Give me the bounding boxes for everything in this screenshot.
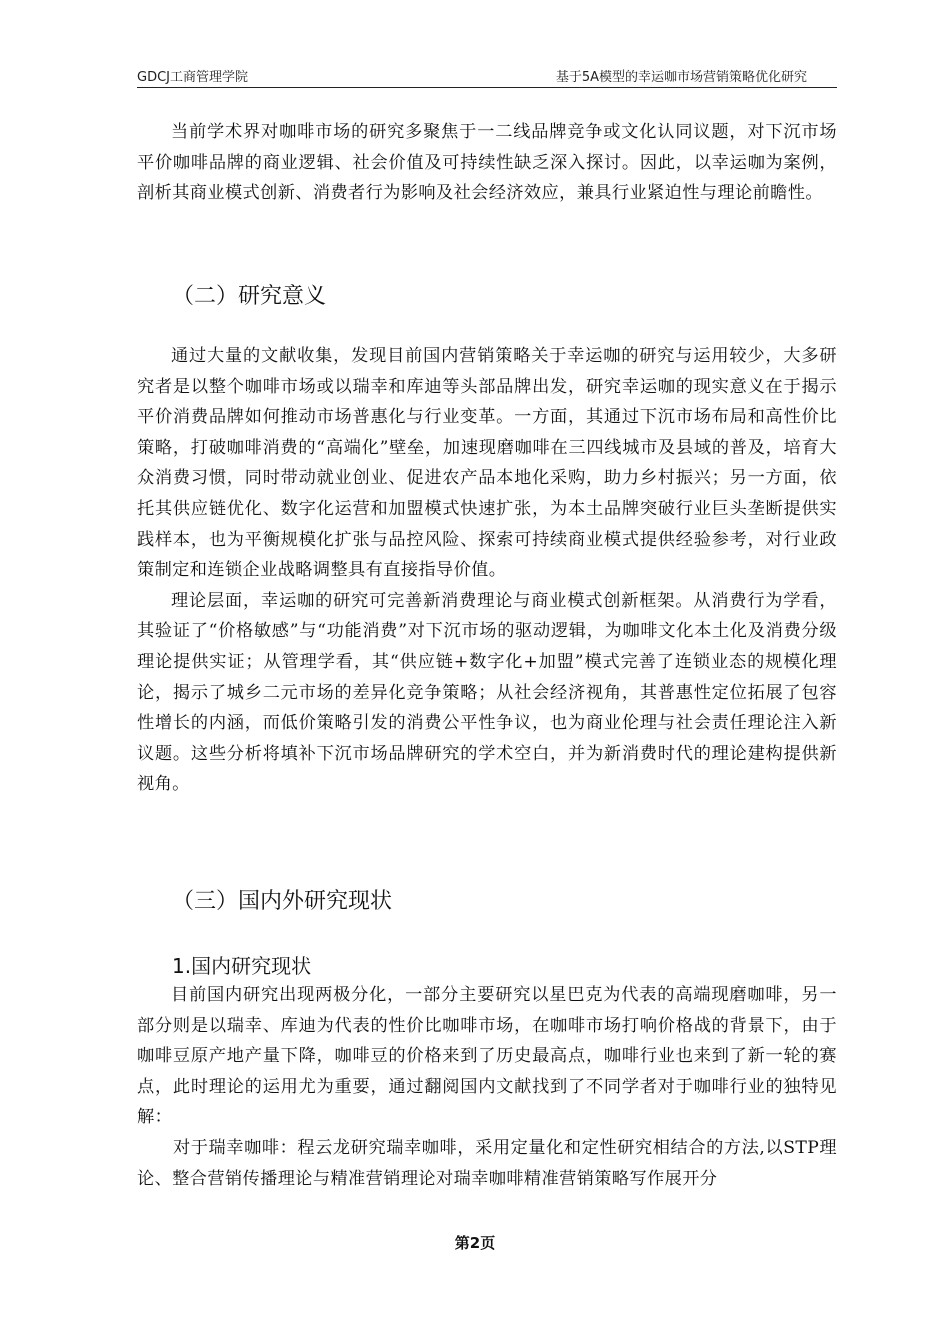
intro-block	[137, 117, 837, 209]
header-paper-title: 基于5A模型的幸运咖市场营销策略优化研究	[555, 70, 807, 85]
domestic-paragraph-2: 对于瑞幸咖啡：程云龙研究瑞幸咖啡，采用定量化和定性研究相结合的方法,以STP理论、整合营销传播理论与精准营销理论对瑞幸咖啡精准营销策略写作展开分	[137, 1137, 837, 1189]
research-status-heading: （三）国内外研究现状	[172, 889, 393, 914]
significance-heading: （二）研究意义	[172, 284, 327, 309]
page-number: 第2页	[454, 1234, 496, 1252]
header-institution: GDCJ工商管理学院	[137, 70, 248, 85]
significance-paragraph-1: 通过大量的文献收集，发现目前国内营销策略关于幸运咖的研究与运用较少，大多研究者是以整个咖啡市场或以瑞幸和库迪等头部品牌出发，研究幸运咖的现实意义在于揭示平价消费品牌如何推动市场普惠化与行业变革。一方面，其通过下沉市场布局和高性价比策略，打破咖啡消费的“高端化”壁垒，加速现磨咖啡在三四线城市及县域的普及，培育大众消费习惯，同时带动就业创业、促进农产品本地化采购，助力乡村振兴；另一方面，依托其供应链优化、数字化运营和加盟模式快速扩张，为本土品牌突破行业巨头垄断提供实践样本，也为平衡规模化扩张与品控风险、探索可持续商业模式提供经验参考，对行业政策制定和连锁企业战略调整具有直接指导价值。	[137, 346, 837, 581]
running-header	[137, 66, 837, 86]
domestic-paragraph-1: 目前国内研究出现两极分化，一部分主要研究以星巴克为代表的高端现磨咖啡，另一部分则是以瑞幸、库迪为代表的性价比咖啡市场，在咖啡市场打响价格战的背景下，由于咖啡豆原产地产量下降，咖啡豆的价格来到了历史最高点，咖啡行业也来到了新一轮的赛点，此时理论的运用尤为重要，通过翻阅国内文献找到了不同学者对于咖啡行业的独特见解：	[137, 985, 837, 1128]
significance-paragraph-2: 理论层面，幸运咖的研究可完善新消费理论与商业模式创新框架。从消费行为学看，其验证了“价格敏感”与“功能消费”对下沉市场的驱动逻辑，为咖啡文化本土化及消费分级理论提供实证；从管理学看，其“供应链+数字化+加盟”模式完善了连锁业态的规模化理论，揭示了城乡二元市场的差异化竞争策略；从社会经济视角，其普惠性定位拓展了包容性增长的内涵，而低价策略引发的消费公平性争议，也为商业伦理与社会责任理论注入新议题。这些分析将填补下沉市场品牌研究的学术空白，并为新消费时代的理论建构提供新视角。	[137, 590, 837, 795]
significance-block	[137, 341, 837, 800]
header-divider	[137, 87, 837, 88]
domestic-status-heading: 1.国内研究现状	[172, 954, 312, 978]
intro-paragraph: 当前学术界对咖啡市场的研究多聚焦于一二线品牌竞争或文化认同议题，对下沉市场平价咖啡品牌的商业逻辑、社会价值及可持续性缺乏深入探讨。因此，以幸运咖为案例，剖析其商业模式创新、消费者行为影响及社会经济效应，兼具行业紧迫性与理论前瞻性。	[137, 122, 837, 204]
domestic-block	[137, 980, 837, 1194]
